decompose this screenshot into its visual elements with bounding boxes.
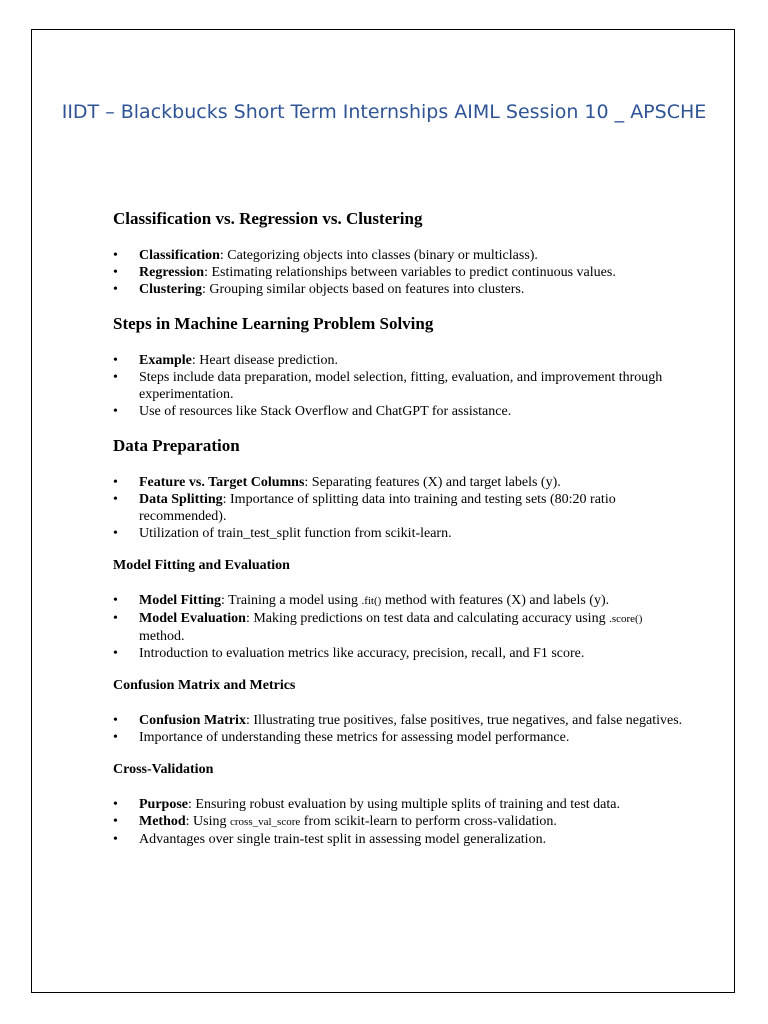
term: Example <box>139 353 192 368</box>
list-item <box>113 474 683 491</box>
term: Regression <box>139 265 205 280</box>
list-item <box>113 352 683 369</box>
section-heading-data-preparation: Data Preparation <box>113 436 240 455</box>
list-item <box>113 610 683 645</box>
list-item <box>113 796 683 813</box>
item-text: : Ensuring robust evaluation by using multiple splits of training and test data. <box>188 797 620 812</box>
term: Classification <box>139 248 220 263</box>
inline-code: .fit() <box>361 595 382 607</box>
section-heading-model-fitting: Model Fitting and Evaluation <box>113 558 290 573</box>
item-text: Importance of understanding these metrics for assessing model performance. <box>139 730 570 745</box>
item-text: method. <box>139 629 185 644</box>
bullet-list-cross-validation <box>113 796 683 848</box>
item-text: Advantages over single train-test split in assessing model generalization. <box>139 832 547 847</box>
list-item <box>113 525 683 542</box>
list-item <box>113 712 683 729</box>
item-text: : Using <box>185 814 231 829</box>
list-item <box>113 813 683 831</box>
bullet-list-confusion-matrix <box>113 712 683 746</box>
term: Model Evaluation <box>139 611 246 626</box>
list-item <box>113 729 683 746</box>
item-text: : Categorizing objects into classes (binary or multiclass). <box>219 248 538 263</box>
item-text: : Importance of splitting data into training and testing sets (80:20 ratio recommended). <box>139 492 616 524</box>
list-item <box>113 264 683 281</box>
term: Method <box>139 814 186 829</box>
term: Clustering <box>139 282 202 297</box>
term: Model Fitting <box>139 593 222 608</box>
item-text: : Heart disease prediction. <box>191 353 339 368</box>
item-text: : Estimating relationships between variables to predict continuous values. <box>204 265 616 280</box>
item-text: : Making predictions on test data and calculating accuracy using <box>245 611 610 626</box>
bullet-list-data-preparation <box>113 474 683 542</box>
list-item <box>113 831 683 848</box>
document-body <box>113 208 683 863</box>
term: Purpose <box>139 797 188 812</box>
bullet-list-model-fitting <box>113 592 683 662</box>
list-item <box>113 247 683 264</box>
section-heading-classification: Classification vs. Regression vs. Clustering <box>113 209 423 228</box>
item-text: from scikit-learn to perform cross-validation. <box>300 814 557 829</box>
item-text: Use of resources like Stack Overflow and ChatGPT for assistance. <box>139 404 512 419</box>
list-item <box>113 645 683 662</box>
document-title: IIDT – Blackbucks Short Term Internships AIML Session 10 _ APSCHE <box>61 101 707 123</box>
item-text: method with features (X) and labels (y). <box>381 593 610 608</box>
inline-code: .score() <box>609 613 643 625</box>
term: Feature vs. Target Columns <box>139 475 305 490</box>
list-item <box>113 403 683 420</box>
item-text: : Training a model using <box>221 593 362 608</box>
term: Confusion Matrix <box>139 713 246 728</box>
item-text: : Separating features (X) and target labels (y). <box>304 475 561 490</box>
section-heading-cross-validation: Cross-Validation <box>113 762 214 777</box>
bullet-list-classification <box>113 247 683 298</box>
list-item <box>113 281 683 298</box>
bullet-list-ml-steps <box>113 352 683 420</box>
item-text: Utilization of train_test_split function from scikit-learn. <box>139 526 452 541</box>
list-item <box>113 369 683 403</box>
section-heading-ml-steps: Steps in Machine Learning Problem Solving <box>113 314 434 333</box>
term: Data Splitting <box>139 492 223 507</box>
list-item <box>113 592 683 610</box>
item-text: Steps include data preparation, model selection, fitting, evaluation, and improvement through experimentation. <box>139 370 663 402</box>
list-item <box>113 491 683 525</box>
section-heading-confusion-matrix: Confusion Matrix and Metrics <box>113 678 296 693</box>
item-text: Introduction to evaluation metrics like accuracy, precision, recall, and F1 score. <box>139 646 585 661</box>
inline-code: cross_val_score <box>230 816 301 828</box>
item-text: : Illustrating true positives, false positives, true negatives, and false negatives. <box>245 713 683 728</box>
item-text: : Grouping similar objects based on features into clusters. <box>202 282 525 297</box>
